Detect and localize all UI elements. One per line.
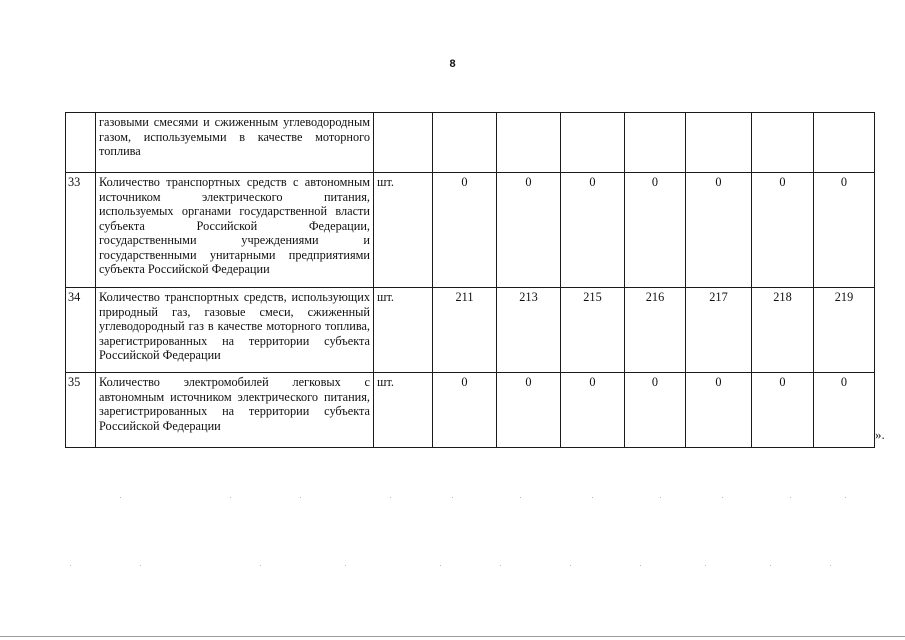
value-cell: 217 bbox=[686, 288, 752, 373]
indicators-table bbox=[65, 112, 875, 448]
table-row bbox=[66, 113, 875, 173]
value-cell: 0 bbox=[752, 373, 814, 448]
table-body bbox=[66, 113, 875, 448]
scan-bleed-line bbox=[0, 497, 905, 498]
value-cell: 218 bbox=[752, 288, 814, 373]
value-cell: 0 bbox=[433, 373, 497, 448]
value-cell: 211 bbox=[433, 288, 497, 373]
table-row bbox=[66, 373, 875, 448]
unit-cell: шт. bbox=[374, 173, 433, 288]
indicator-description-cell: Количество транспортных средств с автономным источником электрического питания, используемых органами государственной власти субъекта Российской Федерации, государственными учреждениями и государственными унитарными предприятиями субъекта Российской Федерации bbox=[96, 173, 374, 288]
value-cell bbox=[561, 113, 625, 173]
value-cell: 0 bbox=[686, 373, 752, 448]
value-cell: 0 bbox=[561, 373, 625, 448]
value-cell: 0 bbox=[497, 173, 561, 288]
page-number: 8 bbox=[449, 58, 456, 70]
value-cell: 219 bbox=[814, 288, 875, 373]
row-number-cell: 35 bbox=[66, 373, 96, 448]
scan-bottom-edge bbox=[0, 636, 905, 637]
row-number-cell bbox=[66, 113, 96, 173]
closing-quote: ». bbox=[875, 427, 885, 442]
value-cell: 215 bbox=[561, 288, 625, 373]
table-row bbox=[66, 288, 875, 373]
table-row bbox=[66, 173, 875, 288]
value-cell: 0 bbox=[433, 173, 497, 288]
unit-cell bbox=[374, 113, 433, 173]
value-cell bbox=[752, 113, 814, 173]
value-cell bbox=[814, 113, 875, 173]
indicator-description-cell: Количество электромобилей легковых с автономным источником электрического питания, зарегистрированных на территории субъекта Российской Федерации bbox=[96, 373, 374, 448]
value-cell: 0 bbox=[625, 373, 686, 448]
indicator-description-cell: газовыми смесями и сжиженным углеводородным газом, используемыми в качестве моторного топлива bbox=[96, 113, 374, 173]
value-cell: 0 bbox=[686, 173, 752, 288]
value-cell: 0 bbox=[752, 173, 814, 288]
value-cell: 0 bbox=[561, 173, 625, 288]
value-cell: 0 bbox=[814, 373, 875, 448]
value-cell: 0 bbox=[814, 173, 875, 288]
value-cell bbox=[686, 113, 752, 173]
row-number-cell: 34 bbox=[66, 288, 96, 373]
value-cell bbox=[625, 113, 686, 173]
value-cell: 216 bbox=[625, 288, 686, 373]
unit-cell: шт. bbox=[374, 373, 433, 448]
row-number-cell: 33 bbox=[66, 173, 96, 288]
value-cell: 213 bbox=[497, 288, 561, 373]
indicator-description-cell: Количество транспортных средств, использующих природный газ, газовые смеси, сжиженный углеводородный газ в качестве моторного топлива, зарегистрированных на территории субъекта Российской Федерации bbox=[96, 288, 374, 373]
value-cell bbox=[497, 113, 561, 173]
unit-cell: шт. bbox=[374, 288, 433, 373]
scan-bleed-line bbox=[0, 565, 905, 566]
value-cell: 0 bbox=[625, 173, 686, 288]
value-cell bbox=[433, 113, 497, 173]
value-cell: 0 bbox=[497, 373, 561, 448]
